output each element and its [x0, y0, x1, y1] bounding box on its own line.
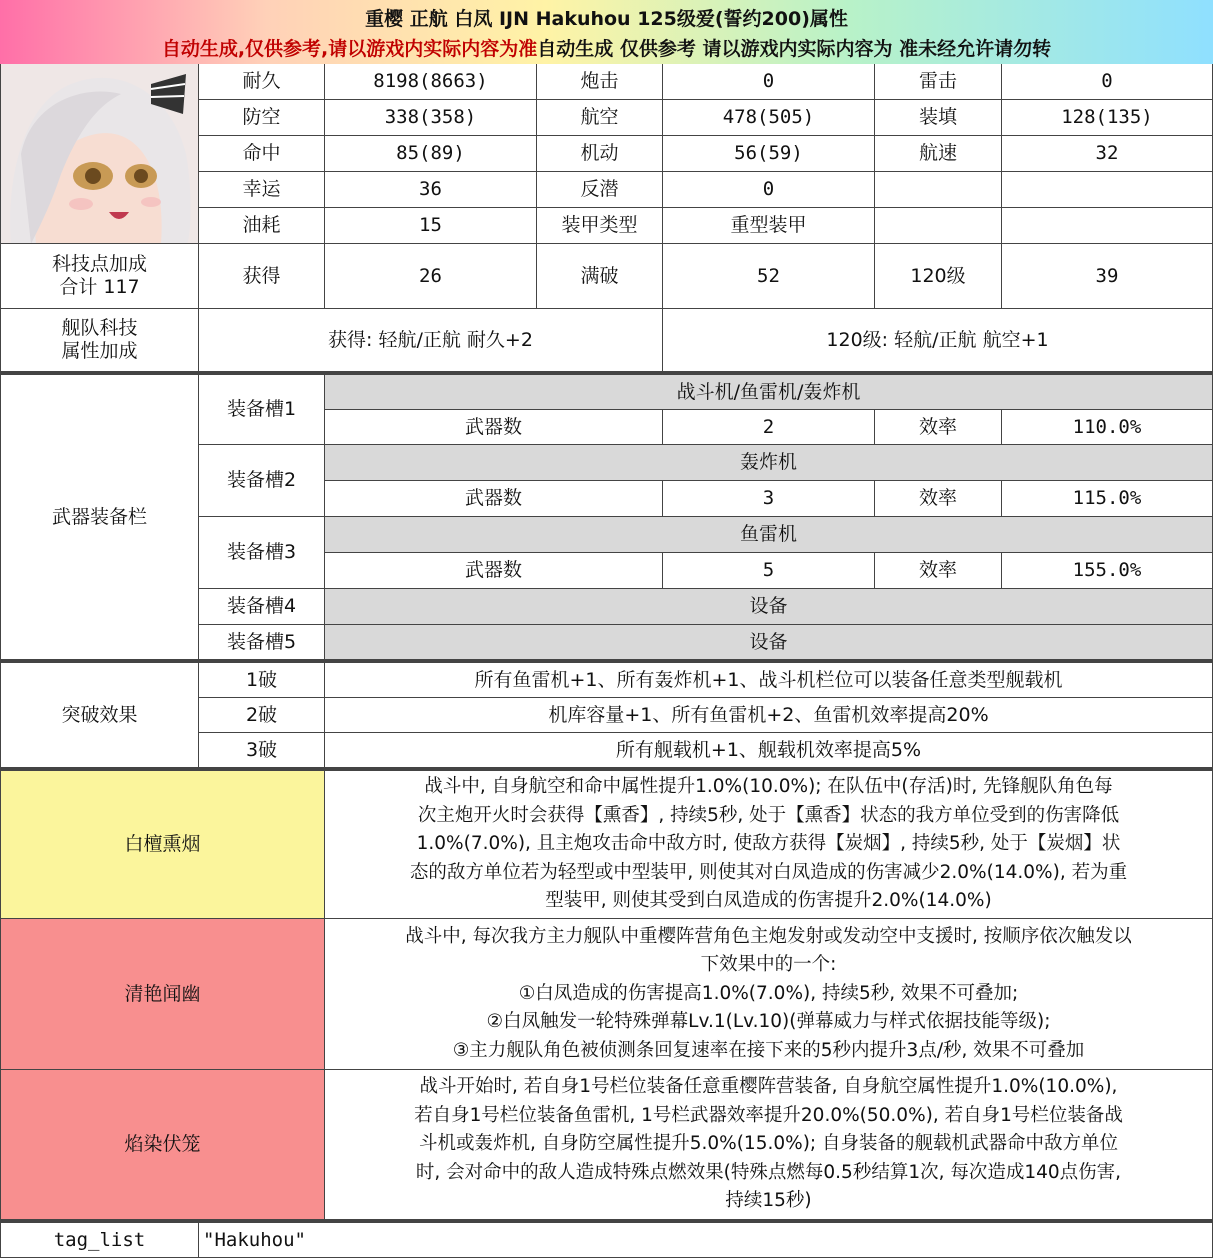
tech-label-line2: 合计 117 [59, 276, 140, 298]
fleet-tech-lv120: 120级: 轻航/正航 航空+1 [663, 309, 1213, 372]
stat-label-luck: 幸运 [199, 172, 325, 208]
slot-count-value: 2 [663, 410, 875, 445]
stat-label-asw: 反潜 [537, 172, 663, 208]
stat-value-evasion: 56(59) [663, 136, 875, 172]
slot-eff-value: 110.0% [1002, 410, 1213, 445]
stat-label-armor: 装甲类型 [537, 208, 663, 244]
notice-red: 自动生成,仅供参考,请以游戏内实际内容为准 [161, 38, 538, 60]
stat-label-evasion: 机动 [537, 136, 663, 172]
skill-description-lines [414, 1073, 1123, 1216]
slot-type: 设备 [325, 589, 1213, 625]
slot-count-value: 3 [663, 481, 875, 517]
skill-description-lines [410, 773, 1127, 916]
slot-name: 装备槽2 [199, 445, 325, 517]
stat-value-luck: 36 [325, 172, 537, 208]
skill-line: 型装甲, 则使其受到白凤造成的伤害提升2.0%(14.0%) [545, 890, 992, 912]
slot-eff-value: 115.0% [1002, 481, 1213, 517]
stat-label-aviation: 航空 [537, 100, 663, 136]
fleet-tech-line1: 舰队科技 [61, 317, 138, 340]
stat-value-torpedo: 0 [1002, 64, 1213, 100]
slot-name: 装备槽3 [199, 517, 325, 589]
skill-line: ②白凤触发一轮特殊弹幕Lv.1(Lv.10)(弹幕威力与样式依据技能等级); [486, 1011, 1051, 1033]
slot-type: 战斗机/鱼雷机/轰炸机 [325, 375, 1213, 410]
limit-break-name: 2破 [199, 698, 325, 733]
slot-name: 装备槽4 [199, 589, 325, 625]
skill-line: 时, 会对命中的敌人造成特殊点燃效果(特殊点燃每0.5秒结算1次, 每次造成140点伤害, [415, 1161, 1122, 1183]
notice-watermark: 自动生成 仅供参考 请以游戏内实际内容为 准 [537, 38, 919, 60]
slot-name: 装备槽1 [199, 375, 325, 445]
skill-line: 持续15秒) [725, 1190, 812, 1212]
slot-count-value: 5 [663, 553, 875, 589]
ship-portrait [0, 64, 199, 244]
tech-lv-label: 120级 [875, 244, 1002, 309]
skill-line: 若自身1号栏位装备鱼雷机, 1号栏武器效率提升20.0%(50.0%), 若自身1号栏位装备战 [414, 1104, 1123, 1126]
limit-break-text: 机库容量+1、所有鱼雷机+2、鱼雷机效率提高20% [325, 698, 1213, 733]
slot-name: 装备槽5 [199, 625, 325, 660]
stat-value-speed: 32 [1002, 136, 1213, 172]
stat-label-hp: 耐久 [199, 64, 325, 100]
fleet-tech-line2: 属性加成 [61, 340, 138, 362]
skill-line: 态的敌方单位若为轻型或中型装甲, 则使其对白凤造成的伤害减少2.0%(14.0%), 若为重 [409, 861, 1128, 883]
slot-eff-label: 效率 [875, 481, 1002, 517]
fleet-tech-label [0, 309, 199, 372]
stat-label-aa: 防空 [199, 100, 325, 136]
stat-value-armor: 重型装甲 [663, 208, 875, 244]
limit-break-name: 1破 [199, 663, 325, 698]
fleet-tech-obtain: 获得: 轻航/正航 耐久+2 [199, 309, 663, 372]
tag-list-value: "Hakuhou" [199, 1223, 1213, 1258]
skill-name: 清艳闻幽 [0, 919, 325, 1070]
tech-get-label: 获得 [199, 244, 325, 309]
stat-label-oil: 油耗 [199, 208, 325, 244]
stat-value-asw: 0 [663, 172, 875, 208]
skill-line: 下效果中的一个: [700, 954, 837, 976]
stat-empty-cell [1002, 172, 1213, 208]
tech-max-value: 52 [663, 244, 875, 309]
slot-count-label: 武器数 [325, 410, 663, 445]
skill-description [325, 1070, 1213, 1220]
slot-type: 轰炸机 [325, 445, 1213, 481]
tech-points-label [0, 244, 199, 309]
stat-label-speed: 航速 [875, 136, 1002, 172]
skill-description [325, 919, 1213, 1070]
skill-line: 战斗开始时, 若自身1号栏位装备任意重樱阵营装备, 自身航空属性提升1.0%(10.0%), [419, 1076, 1118, 1098]
slot-type: 设备 [325, 625, 1213, 660]
stat-label-accuracy: 命中 [199, 136, 325, 172]
stat-value-oil: 15 [325, 208, 537, 244]
tag-list-label: tag_list [0, 1223, 199, 1258]
portrait-image [1, 64, 198, 244]
limit-break-text: 所有舰载机+1、舰载机效率提高5% [325, 733, 1213, 768]
slot-type: 鱼雷机 [325, 517, 1213, 553]
stat-label-torpedo: 雷击 [875, 64, 1002, 100]
limit-break-name: 3破 [199, 733, 325, 768]
skill-line: ①白凤造成的伤害提高1.0%(7.0%), 持续5秒, 效果不可叠加; [518, 982, 1019, 1004]
slot-eff-label: 效率 [875, 553, 1002, 589]
limit-break-label: 突破效果 [0, 663, 199, 768]
tech-get-value: 26 [325, 244, 537, 309]
limit-break-text: 所有鱼雷机+1、所有轰炸机+1、战斗机栏位可以装备任意类型舰载机 [325, 663, 1213, 698]
skill-line: 战斗中, 每次我方主力舰队中重樱阵营角色主炮发射或发动空中支援时, 按顺序依次触发以 [405, 925, 1132, 947]
stat-value-accuracy: 85(89) [325, 136, 537, 172]
tech-label-line1: 科技点加成 [51, 253, 147, 276]
stat-value-firepower: 0 [663, 64, 875, 100]
skill-name: 白檀熏烟 [0, 771, 325, 919]
skill-description [325, 771, 1213, 919]
stat-label-firepower: 炮击 [537, 64, 663, 100]
slot-eff-label: 效率 [875, 410, 1002, 445]
tech-lv-value: 39 [1002, 244, 1213, 309]
equipment-label: 武器装备栏 [0, 375, 199, 660]
ship-title: 重樱 正航 白凤 IJN Hakuhou 125级爱(誓约200)属性 [365, 8, 848, 30]
slot-count-label: 武器数 [325, 481, 663, 517]
header-banner [0, 0, 1213, 65]
stat-value-reload: 128(135) [1002, 100, 1213, 136]
skill-name: 焰染伏笼 [0, 1070, 325, 1220]
stat-empty-cell [875, 172, 1002, 208]
stat-empty-cell [875, 208, 1002, 244]
slot-count-label: 武器数 [325, 553, 663, 589]
stat-value-aviation: 478(505) [663, 100, 875, 136]
stat-empty-cell [1002, 208, 1213, 244]
skill-line: 1.0%(7.0%), 且主炮攻击命中敌方时, 使敌方获得【炭烟】, 持续5秒, 处于【炭烟】状 [416, 833, 1121, 855]
tech-max-label: 满破 [537, 244, 663, 309]
notice-line [0, 34, 1213, 61]
skill-line: 次主炮开火时会获得【熏香】, 持续5秒, 处于【熏香】状态的我方单位受到的伤害降低 [417, 804, 1120, 826]
skill-line: 战斗中, 自身航空和命中属性提升1.0%(10.0%); 在队伍中(存活)时, 先锋舰队角色每 [424, 776, 1113, 798]
skill-line: ③主力舰队角色被侦测条回复速率在接下来的5秒内提升3点/秒, 效果不可叠加 [452, 1039, 1085, 1061]
skill-description-lines [405, 923, 1132, 1066]
skill-line: 斗机或轰炸机, 自身防空属性提升5.0%(15.0%); 自身装备的舰载机武器命中敌方单位 [418, 1133, 1119, 1155]
slot-eff-value: 155.0% [1002, 553, 1213, 589]
stat-label-reload: 装填 [875, 100, 1002, 136]
stat-value-hp: 8198(8663) [325, 64, 537, 100]
notice-suffix: 未经允许请勿转 [918, 38, 1052, 60]
stat-value-aa: 338(358) [325, 100, 537, 136]
